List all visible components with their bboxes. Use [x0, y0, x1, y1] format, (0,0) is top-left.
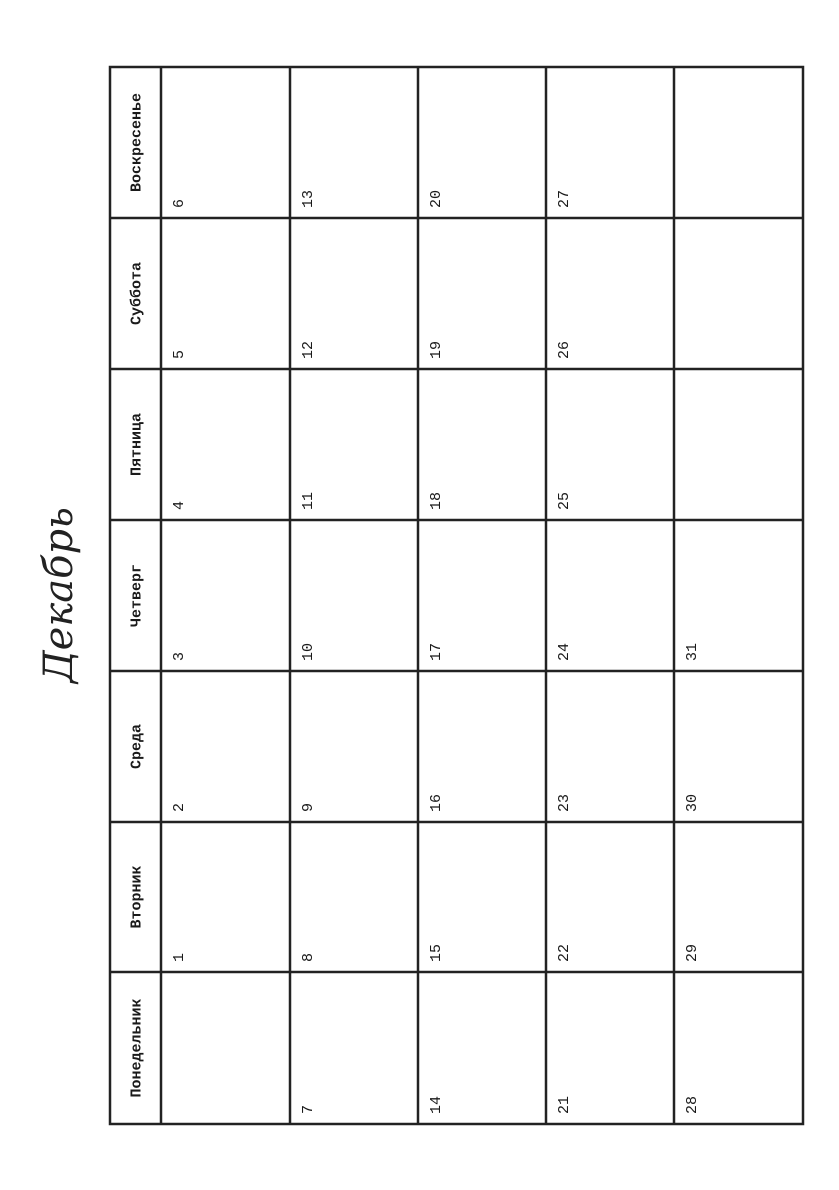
- day-number: 26: [556, 340, 573, 359]
- day-number: 15: [428, 943, 445, 962]
- day-number: 18: [428, 491, 445, 510]
- month-title: Декабрь: [36, 507, 82, 683]
- grid-border: [110, 67, 803, 1124]
- day-number: 16: [428, 793, 445, 812]
- weekday-header: Четверг: [128, 563, 146, 628]
- day-number: 21: [556, 1095, 573, 1114]
- day-number: 9: [300, 802, 317, 812]
- day-number: 23: [556, 793, 573, 812]
- day-cells: [171, 190, 701, 1114]
- day-number: 11: [300, 491, 317, 510]
- day-number: 2: [171, 802, 188, 812]
- day-number: 17: [428, 642, 445, 661]
- day-number: 24: [556, 642, 573, 661]
- day-number: 29: [684, 943, 701, 962]
- weekday-header: Среда: [128, 723, 146, 770]
- day-number: 1: [171, 952, 188, 962]
- day-number: 6: [171, 198, 188, 208]
- day-number: 20: [428, 189, 445, 208]
- weekday-header: Воскресенье: [128, 92, 146, 193]
- day-number: 31: [684, 642, 701, 661]
- day-number: 22: [556, 943, 573, 962]
- day-number: 28: [684, 1095, 701, 1114]
- day-number: 25: [556, 491, 573, 510]
- day-number: 10: [300, 642, 317, 661]
- weekday-header: Суббота: [128, 261, 146, 326]
- day-number: 3: [171, 651, 188, 661]
- day-number: 8: [300, 952, 317, 962]
- day-number: 4: [171, 500, 188, 510]
- grid-lines: [110, 67, 803, 1124]
- weekday-header: Вторник: [128, 865, 146, 929]
- day-number: 13: [300, 189, 317, 208]
- day-number: 19: [428, 340, 445, 359]
- weekday-headers: [129, 93, 146, 1098]
- weekday-header: Понедельник: [128, 998, 146, 1098]
- day-number: 7: [300, 1104, 317, 1114]
- day-number: 30: [684, 793, 701, 812]
- weekday-header: Пятница: [128, 412, 146, 477]
- day-number: 14: [428, 1095, 445, 1114]
- day-number: 27: [556, 189, 573, 208]
- day-number: 5: [171, 349, 188, 359]
- day-number: 12: [300, 340, 317, 359]
